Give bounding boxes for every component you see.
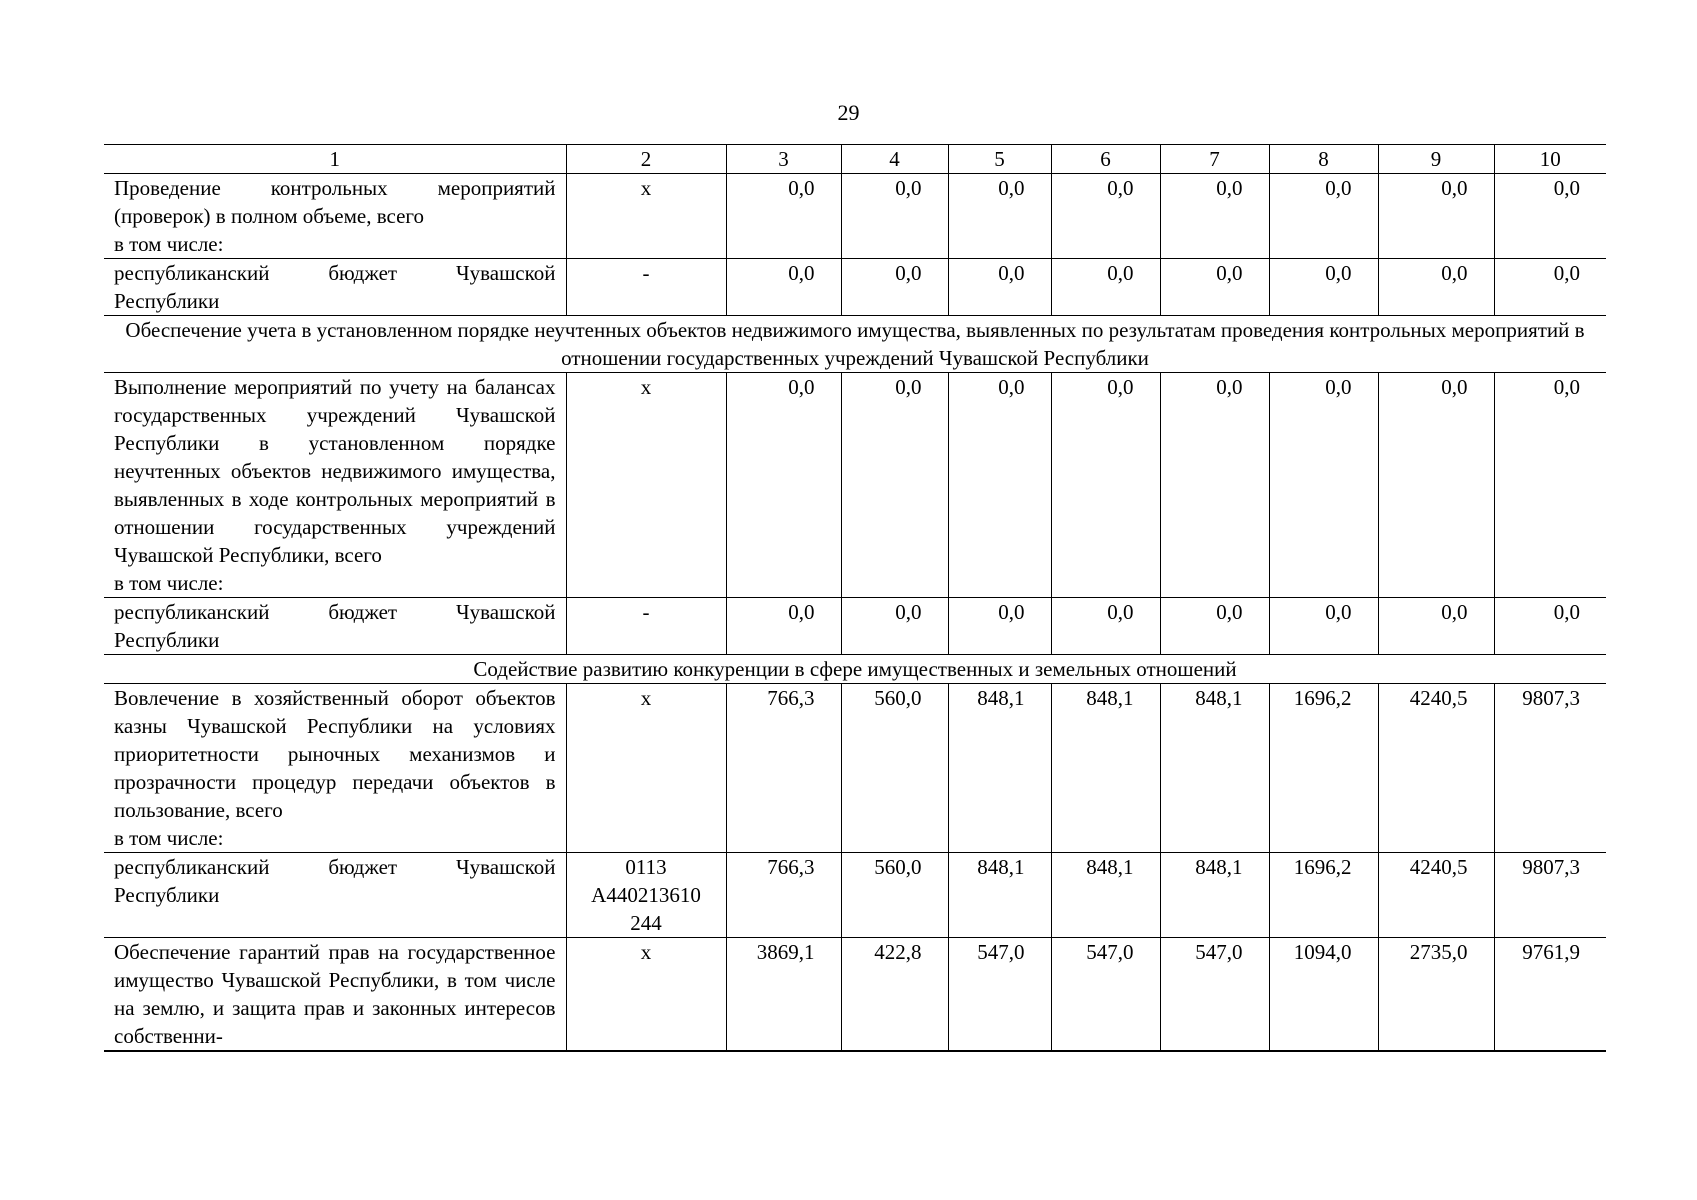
value-cell: 9807,3 (1494, 684, 1606, 853)
value-cell: 560,0 (841, 853, 948, 938)
value-cell: 848,1 (1051, 853, 1160, 938)
column-number: 4 (841, 145, 948, 174)
value-cell: 848,1 (1160, 853, 1269, 938)
value-cell: 0,0 (1051, 259, 1160, 316)
value-cell: 848,1 (1160, 684, 1269, 853)
value-cell: 0,0 (1378, 598, 1494, 655)
column-number-row (104, 145, 1606, 174)
value-cell: 848,1 (1051, 684, 1160, 853)
budget-code: 0113 А440213610 244 (566, 853, 726, 938)
value-cell: 0,0 (948, 259, 1051, 316)
value-cell: 3869,1 (726, 938, 841, 1052)
value-cell: 0,0 (1494, 174, 1606, 259)
value-cell: 422,8 (841, 938, 948, 1052)
page-number: 29 (837, 100, 860, 125)
column-number: 3 (726, 145, 841, 174)
budget-code: - (566, 259, 726, 316)
table-body (104, 145, 1606, 1052)
table-row (104, 853, 1606, 938)
value-cell: 4240,5 (1378, 684, 1494, 853)
value-cell: 848,1 (948, 684, 1051, 853)
value-cell: 0,0 (726, 259, 841, 316)
budget-code: - (566, 598, 726, 655)
row-label: республиканский бюджет Чувашской Республики (104, 259, 566, 316)
value-cell: 0,0 (1378, 373, 1494, 598)
value-cell: 0,0 (1494, 259, 1606, 316)
budget-code: x (566, 174, 726, 259)
value-cell: 0,0 (1051, 598, 1160, 655)
value-cell: 0,0 (1269, 174, 1378, 259)
column-number: 6 (1051, 145, 1160, 174)
value-cell: 0,0 (1378, 259, 1494, 316)
table-row (104, 373, 1606, 598)
value-cell: 547,0 (948, 938, 1051, 1052)
table-row (104, 259, 1606, 316)
value-cell: 0,0 (726, 598, 841, 655)
budget-code: x (566, 938, 726, 1052)
value-cell: 0,0 (841, 259, 948, 316)
value-cell: 0,0 (1494, 373, 1606, 598)
value-cell: 0,0 (726, 174, 841, 259)
value-cell: 0,0 (841, 174, 948, 259)
value-cell: 0,0 (1051, 373, 1160, 598)
value-cell: 766,3 (726, 853, 841, 938)
budget-code: x (566, 684, 726, 853)
row-label: Вовлечение в хозяйственный оборот объектов казны Чувашской Республики на условиях приоритетности рыночных механизмов и прозрачности процедур передачи объектов в пользование, всего в том числе: (104, 684, 566, 853)
section-heading-row (104, 316, 1606, 373)
value-cell: 1696,2 (1269, 684, 1378, 853)
value-cell: 1696,2 (1269, 853, 1378, 938)
value-cell: 848,1 (948, 853, 1051, 938)
row-label: Обеспечение гарантий прав на государственное имущество Чувашской Республики, в том числе на землю, и защита прав и законных интересов собственни- (104, 938, 566, 1052)
value-cell: 560,0 (841, 684, 948, 853)
value-cell: 0,0 (1269, 259, 1378, 316)
column-number: 1 (104, 145, 566, 174)
value-cell: 0,0 (948, 598, 1051, 655)
table-row (104, 938, 1606, 1052)
value-cell: 0,0 (1051, 174, 1160, 259)
row-label: республиканский бюджет Чувашской Республики (104, 853, 566, 938)
column-number: 8 (1269, 145, 1378, 174)
value-cell: 0,0 (1378, 174, 1494, 259)
table-row (104, 684, 1606, 853)
budget-table (104, 144, 1606, 1052)
row-label: Проведение контрольных мероприятий (проверок) в полном объеме, всего в том числе: (104, 174, 566, 259)
section-heading-row (104, 655, 1606, 684)
value-cell: 0,0 (841, 598, 948, 655)
table-row (104, 598, 1606, 655)
value-cell: 0,0 (948, 373, 1051, 598)
value-cell: 0,0 (1160, 259, 1269, 316)
value-cell: 0,0 (1160, 598, 1269, 655)
section-heading: Содействие развитию конкуренции в сфере имущественных и земельных отношений (104, 655, 1606, 684)
value-cell: 0,0 (1160, 373, 1269, 598)
value-cell: 9807,3 (1494, 853, 1606, 938)
value-cell: 547,0 (1051, 938, 1160, 1052)
section-heading: Обеспечение учета в установленном порядке неучтенных объектов недвижимого имущества, выявленных по результатам проведения контрольных мероприятий в отношении государственных учреждений Чувашской Республики (104, 316, 1606, 373)
row-label: Выполнение мероприятий по учету на балансах государственных учреждений Чувашской Республики в установленном порядке неучтенных объектов недвижимого имущества, выявленных в ходе контрольных мероприятий в отношении государственных учреждений Чувашской Республики, всего в том числе: (104, 373, 566, 598)
value-cell: 0,0 (726, 373, 841, 598)
value-cell: 0,0 (948, 174, 1051, 259)
row-label: республиканский бюджет Чувашской Республики (104, 598, 566, 655)
value-cell: 0,0 (841, 373, 948, 598)
value-cell: 1094,0 (1269, 938, 1378, 1052)
value-cell: 547,0 (1160, 938, 1269, 1052)
value-cell: 0,0 (1160, 174, 1269, 259)
budget-code: x (566, 373, 726, 598)
value-cell: 0,0 (1269, 598, 1378, 655)
column-number: 9 (1378, 145, 1494, 174)
value-cell: 9761,9 (1494, 938, 1606, 1052)
value-cell: 2735,0 (1378, 938, 1494, 1052)
column-number: 7 (1160, 145, 1269, 174)
column-number: 10 (1494, 145, 1606, 174)
column-number: 2 (566, 145, 726, 174)
column-number: 5 (948, 145, 1051, 174)
table-row (104, 174, 1606, 259)
value-cell: 766,3 (726, 684, 841, 853)
value-cell: 4240,5 (1378, 853, 1494, 938)
value-cell: 0,0 (1269, 373, 1378, 598)
value-cell: 0,0 (1494, 598, 1606, 655)
